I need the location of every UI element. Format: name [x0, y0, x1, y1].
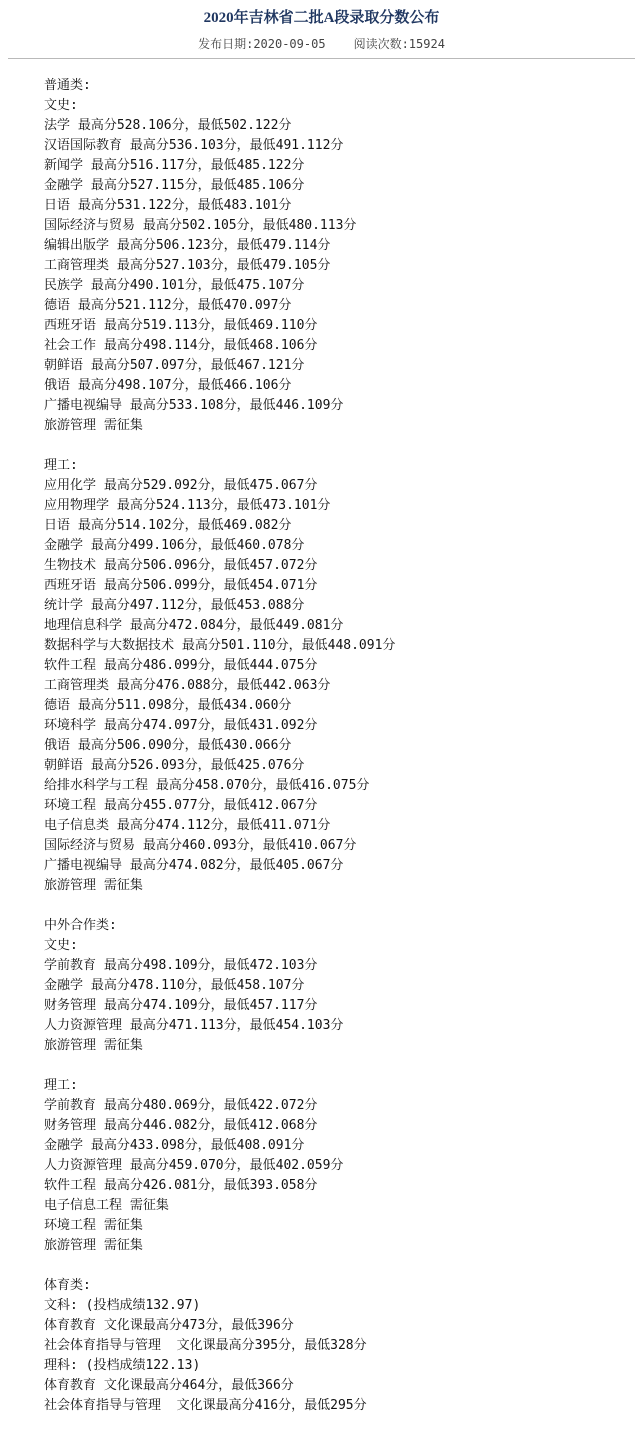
header-divider — [8, 58, 635, 59]
score-line: 工商管理类 最高分476.088分，最低442.063分 — [44, 678, 331, 693]
article-meta — [0, 36, 643, 52]
score-line: 西班牙语 最高分506.099分，最低454.071分 — [44, 578, 318, 593]
score-line: 金融学 最高分433.098分，最低408.091分 — [44, 1138, 305, 1153]
score-line: 旅游管理 需征集 — [44, 1038, 143, 1053]
score-line: 旅游管理 需征集 — [44, 878, 143, 893]
article-body — [44, 76, 634, 1416]
score-line: 广播电视编导 最高分474.082分，最低405.067分 — [44, 858, 344, 873]
score-line: 金融学 最高分527.115分，最低485.106分 — [44, 178, 305, 193]
score-line: 环境工程 需征集 — [44, 1218, 143, 1233]
score-line: 给排水科学与工程 最高分458.070分，最低416.075分 — [44, 778, 370, 793]
score-line: 学前教育 最高分498.109分，最低472.103分 — [44, 958, 318, 973]
score-line: 俄语 最高分498.107分，最低466.106分 — [44, 378, 292, 393]
spacer — [44, 1056, 634, 1076]
score-line: 汉语国际教育 最高分536.103分，最低491.112分 — [44, 138, 344, 153]
score-line: 环境科学 最高分474.097分，最低431.092分 — [44, 718, 318, 733]
score-line: 统计学 最高分497.112分，最低453.088分 — [44, 598, 305, 613]
score-line: 德语 最高分521.112分，最低470.097分 — [44, 298, 292, 313]
view-count-label: 阅读次数: — [353, 37, 409, 51]
score-line: 国际经济与贸易 最高分460.093分，最低410.067分 — [44, 838, 357, 853]
score-line: 广播电视编导 最高分533.108分，最低446.109分 — [44, 398, 344, 413]
score-line: 生物技术 最高分506.096分，最低457.072分 — [44, 558, 318, 573]
view-count: 15924 — [408, 37, 445, 51]
group-label: 文科: (投档成绩132.97) — [44, 1298, 201, 1313]
group-label: 理工: — [44, 1078, 78, 1093]
publish-date-label: 发布日期: — [198, 37, 254, 51]
score-line: 电子信息工程 需征集 — [44, 1198, 169, 1213]
section-heading: 普通类: — [44, 78, 91, 93]
score-line: 金融学 最高分499.106分，最低460.078分 — [44, 538, 305, 553]
score-line: 人力资源管理 最高分459.070分，最低402.059分 — [44, 1158, 344, 1173]
score-line: 电子信息类 最高分474.112分，最低411.071分 — [44, 818, 331, 833]
article-title: 2020年吉林省二批A段录取分数公布 — [203, 10, 440, 26]
score-line: 日语 最高分514.102分，最低469.082分 — [44, 518, 292, 533]
score-line: 旅游管理 需征集 — [44, 1238, 143, 1253]
group-label: 文史: — [44, 938, 78, 953]
score-line: 俄语 最高分506.090分，最低430.066分 — [44, 738, 292, 753]
score-line: 编辑出版学 最高分506.123分，最低479.114分 — [44, 238, 331, 253]
score-line: 工商管理类 最高分527.103分，最低479.105分 — [44, 258, 331, 273]
score-line: 软件工程 最高分426.081分，最低393.058分 — [44, 1178, 318, 1193]
score-line: 日语 最高分531.122分，最低483.101分 — [44, 198, 292, 213]
score-line: 旅游管理 需征集 — [44, 418, 143, 433]
score-line: 西班牙语 最高分519.113分，最低469.110分 — [44, 318, 318, 333]
score-line: 社会体育指导与管理 文化课最高分416分，最低295分 — [44, 1398, 367, 1413]
section-heading: 体育类: — [44, 1278, 91, 1293]
score-line: 社会工作 最高分498.114分，最低468.106分 — [44, 338, 318, 353]
score-line: 朝鲜语 最高分526.093分，最低425.076分 — [44, 758, 305, 773]
score-line: 环境工程 最高分455.077分，最低412.067分 — [44, 798, 318, 813]
score-line: 朝鲜语 最高分507.097分，最低467.121分 — [44, 358, 305, 373]
score-line: 社会体育指导与管理 文化课最高分395分，最低328分 — [44, 1338, 367, 1353]
score-line: 民族学 最高分490.101分，最低475.107分 — [44, 278, 305, 293]
score-line: 应用物理学 最高分524.113分，最低473.101分 — [44, 498, 331, 513]
group-label: 理工: — [44, 458, 78, 473]
score-line: 国际经济与贸易 最高分502.105分，最低480.113分 — [44, 218, 357, 233]
score-line: 财务管理 最高分474.109分，最低457.117分 — [44, 998, 318, 1013]
score-line: 软件工程 最高分486.099分，最低444.075分 — [44, 658, 318, 673]
score-line: 地理信息科学 最高分472.084分，最低449.081分 — [44, 618, 344, 633]
score-line: 人力资源管理 最高分471.113分，最低454.103分 — [44, 1018, 344, 1033]
score-line: 体育教育 文化课最高分473分，最低396分 — [44, 1318, 294, 1333]
score-line: 应用化学 最高分529.092分，最低475.067分 — [44, 478, 318, 493]
section-heading: 中外合作类: — [44, 918, 117, 933]
spacer — [44, 436, 634, 456]
score-line: 学前教育 最高分480.069分，最低422.072分 — [44, 1098, 318, 1113]
score-line: 体育教育 文化课最高分464分，最低366分 — [44, 1378, 294, 1393]
score-line: 新闻学 最高分516.117分，最低485.122分 — [44, 158, 305, 173]
spacer — [44, 896, 634, 916]
score-line: 数据科学与大数据技术 最高分501.110分，最低448.091分 — [44, 638, 396, 653]
group-label: 理科: (投档成绩122.13) — [44, 1358, 201, 1373]
spacer — [44, 1256, 634, 1276]
score-line: 金融学 最高分478.110分，最低458.107分 — [44, 978, 305, 993]
score-line: 德语 最高分511.098分，最低434.060分 — [44, 698, 292, 713]
publish-date: 2020-09-05 — [253, 37, 326, 51]
score-line: 法学 最高分528.106分，最低502.122分 — [44, 118, 292, 133]
group-label: 文史: — [44, 98, 78, 113]
score-line: 财务管理 最高分446.082分，最低412.068分 — [44, 1118, 318, 1133]
